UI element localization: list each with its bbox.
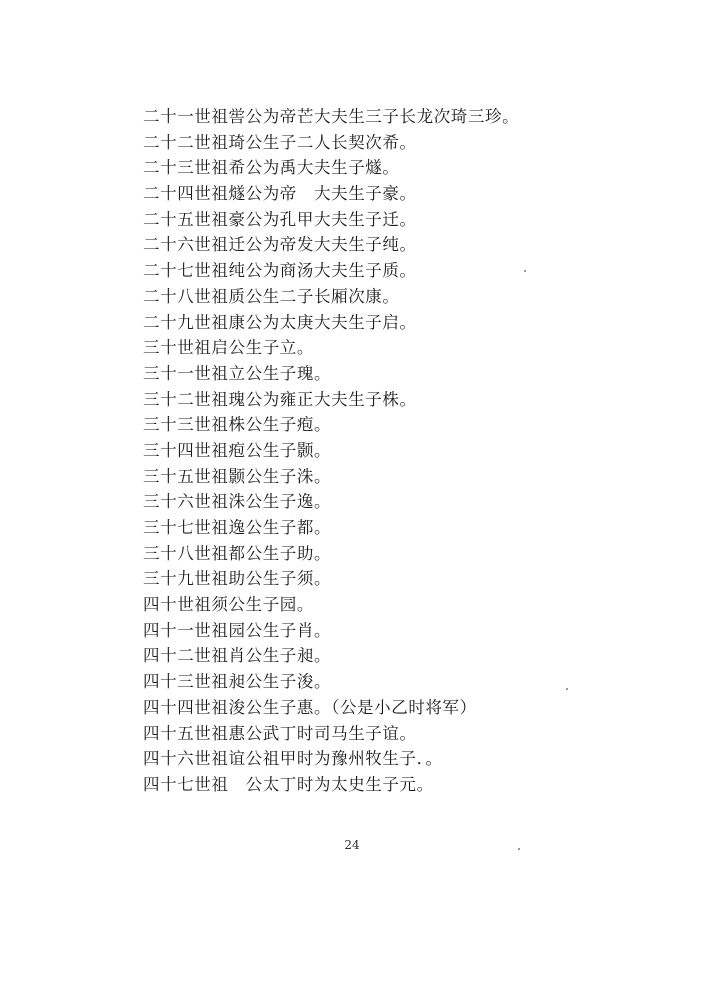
scan-speck [566, 688, 568, 690]
genealogy-text [143, 104, 583, 798]
text-line: 二十五世祖豪公为孔甲大夫生子迁。 [143, 209, 417, 229]
scan-speck [524, 270, 526, 272]
text-line: 二十七世祖纯公为商汤大夫生子质。 [143, 261, 417, 281]
text-line: 四十四世祖浚公生子惠。（公是小乙时将军） [143, 697, 477, 717]
text-line: 二十九世祖康公为太庚大夫生子启。 [143, 312, 417, 332]
text-line: 三十五世祖颢公生子洙。 [143, 466, 332, 486]
text-line: 三十三世祖株公生子疱。 [143, 415, 332, 435]
text-line: 四十世祖须公生子园。 [143, 595, 314, 615]
text-line: 二十一世祖喾公为帝芒大夫生三子长龙次琦三珍。 [143, 107, 520, 126]
text-line: 三十九世祖助公生子须。 [143, 569, 332, 589]
text-line: 三十六世祖洙公生子逸。 [143, 492, 332, 512]
text-line: 三十七世祖逸公生子都。 [143, 518, 332, 537]
text-line: 四十二世祖肖公生子昶。 [143, 646, 332, 666]
text-line: 三十一世祖立公生子瑰。 [143, 363, 332, 383]
text-line: 二十六世祖迁公为帝发大夫生子纯。 [143, 235, 417, 255]
text-line: 四十七世祖 公太丁时为太史生子元。 [143, 774, 434, 794]
text-line: 四十三世祖昶公生子浚。 [143, 672, 332, 692]
text-line: 三十世祖启公生子立。 [143, 338, 314, 358]
page-number: 24 [344, 838, 360, 852]
text-line: 二十八世祖质公生二子长厢次康。 [143, 286, 400, 306]
text-line: 三十四世祖疱公生子颢。 [143, 440, 332, 460]
text-line: 三十八世祖都公生子助。 [143, 543, 332, 563]
text-line: 三十二世祖瑰公为雍正大夫生子株。 [143, 389, 417, 409]
scan-speck [518, 848, 520, 850]
text-line: 四十五世祖惠公武丁时司马生子谊。 [143, 723, 417, 743]
text-line: 二十二世祖琦公生子二人长契次希。 [143, 132, 417, 152]
text-line: 二十三世祖希公为禹大夫生子燧。 [143, 158, 400, 178]
text-line: 四十六世祖谊公祖甲时为豫州牧生子．。 [143, 749, 443, 769]
text-line: 四十一世祖园公生子肖。 [143, 620, 332, 640]
text-line: 二十四世祖燧公为帝 大夫生子豪。 [143, 184, 417, 204]
